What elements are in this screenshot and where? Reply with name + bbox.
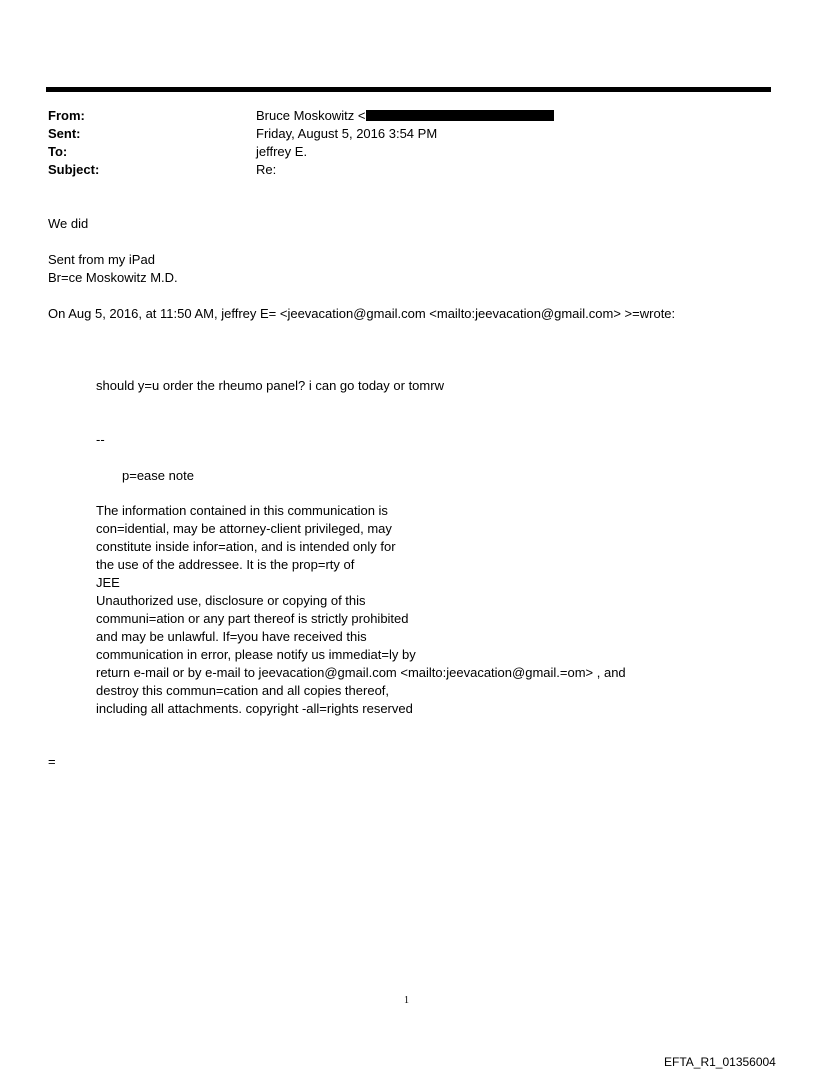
header-rule [46, 87, 771, 92]
disclaimer-line: communi=ation or any part thereof is strictly prohibited [96, 611, 409, 626]
disclaimer-line: the use of the addressee. It is the prop=rty of [96, 557, 355, 572]
sent-label: Sent: [48, 126, 81, 141]
disclaimer-line: con=idential, may be attorney-client privileged, may [96, 521, 392, 536]
trailing-equals: = [48, 754, 56, 769]
disclaimer-line: JEE [96, 575, 120, 590]
disclaimer-line: Unauthorized use, disclosure or copying of this [96, 593, 366, 608]
signature-separator: -- [96, 432, 105, 447]
from-value [256, 107, 554, 125]
page-number: 1 [404, 995, 409, 1006]
disclaimer-line: constitute inside infor=ation, and is intended only for [96, 539, 396, 554]
please-note: p=ease note [122, 468, 194, 483]
from-label: From: [48, 108, 85, 123]
disclaimer-line: return e-mail or by e-mail to jeevacation@gmail.com <mailto:jeevacation@gmail.=om> , and [96, 665, 626, 680]
disclaimer-block [96, 502, 626, 718]
disclaimer-line: including all attachments. copyright -all=rights reserved [96, 701, 413, 716]
disclaimer-line: communication in error, please notify us immediat=ly by [96, 647, 416, 662]
quote-intro: On Aug 5, 2016, at 11:50 AM, jeffrey E= <jeevacation@gmail.com <mailto:jeevacation@gmail.com> >=wrote: [48, 306, 676, 321]
signature-line-2: Br=ce Moskowitz M.D. [48, 270, 178, 285]
redaction-bar [366, 110, 554, 121]
sent-value: Friday, August 5, 2016 3:54 PM [256, 126, 438, 141]
subject-value: Re: [256, 162, 277, 177]
subject-label: Subject: [48, 162, 100, 177]
to-value: jeffrey E. [256, 144, 308, 159]
reply-text: We did [48, 216, 89, 231]
disclaimer-line: destroy this commun=cation and all copies thereof, [96, 683, 390, 698]
disclaimer-line: The information contained in this communication is [96, 503, 388, 518]
from-name: Bruce Moskowitz < [256, 108, 366, 123]
quoted-message: should y=u order the rheumo panel? i can go today or tomrw [96, 378, 444, 393]
signature-line-1: Sent from my iPad [48, 252, 155, 267]
disclaimer-line: and may be unlawful. If=you have received this [96, 629, 367, 644]
to-label: To: [48, 144, 68, 159]
bates-number: EFTA_R1_01356004 [664, 1055, 776, 1069]
